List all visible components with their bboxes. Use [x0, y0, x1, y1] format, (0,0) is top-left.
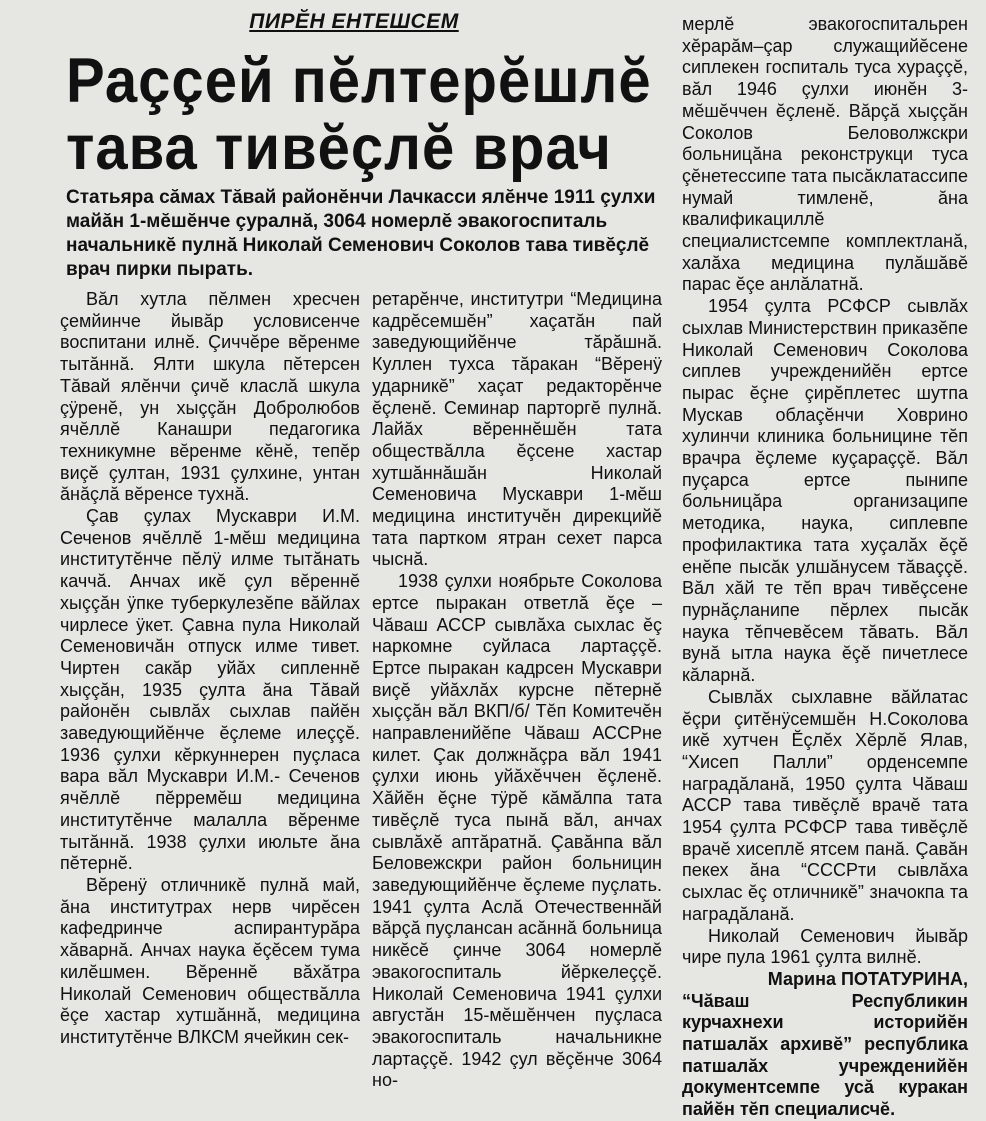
paragraph: 1938 çулхи ноябрьте Соколова ертсе пыракан ответлă ĕçе – Чăваш АССР сывлăха сыхлас ĕç наркомне суйласа лартаççĕ. Ертсе пыракан кадрсен Мускаври виçĕ уйăхлăх курсне пĕтернĕ хыççăн вăл ВКП/б/ Тĕп Комитечĕн направленийĕпе Чăваш АССРне килет. Çак должнăçра вăл 1941 çулхи июнь уйăхĕччен ĕçленĕ. Хăйĕн ĕçне тÿрĕ кăмăлпа тата тивĕçлĕ туса пынă вăл, анчах сывлăхĕ аптăратнă. Çавăнпа вăл Беловежскри район больницин заведующийĕнче ĕçлеме пуçлать. 1941 çулта Аслă Отечественнăй вăрçă пуçлансан асăннă больница никĕсĕ çинче 3064 номерлĕ эвакогоспиталь йĕркелеççĕ. Николай Семеновича 1941 çулхи августăн 15-мĕшĕнчен пуçласа эвакогоспиталь начальникне лартаççĕ. 1942 çул вĕçĕнче 3064 но- — [372, 571, 662, 1091]
rubric-label: ПИРĔН ЕНТЕШСЕМ — [249, 10, 459, 33]
lead-paragraph: Статьяра сăмах Тăвай районĕнчи Лачкасси ялĕнче 1911 çулхи майăн 1-мĕшĕнче çуралнă, 3064 номерлĕ эвакогоспиталь начальникĕ пулнă Николай Семенович Соколов тава тивĕçлĕ врач пирки пырать. — [66, 187, 656, 280]
column-1 — [60, 289, 360, 1049]
headline-line-2: тава тивĕçлĕ врач — [66, 112, 612, 183]
paragraph: 1954 çулта РСФСР сывлăх сыхлав Министерствин приказĕпе Николай Семенович Соколова сиплев учрежденийĕн ертсе пырас ĕçне çирĕплетес шутпа Мускав облаçĕнчи Ховрино хулинчи клиника больницине тĕп врачра ĕçлеме куçараççĕ. Вăл пуçарса ертсе пынипе больницăра организаципе методика, наука, сиплевпе профилактика тата хуçалăх ĕçĕ енĕпе пысăк улшăнусем тăваççĕ. Вăл хăй те тĕп врач тивĕçсене пурнăçланипе пĕрлех пысăк наука тĕпчевĕсем тăвать. Вăл вунă ытла наука ĕçĕ пичетлесе кăларнă. — [682, 296, 968, 686]
paragraph: Вĕренÿ отличникĕ пулнă май, ăна институтрах нерв чирĕсен кафедринче аспирантурăра хăварнă. Анчах наука ĕçĕсем тума килĕшмен. Вĕреннĕ вăхăтра Николай Семенович обществăлла ĕçе хастар хутшăннă, медицина институтĕнче ВЛКСМ ячейкин сек- — [60, 874, 360, 1047]
author-affiliation: “Чăваш Республикин курчахнехи историйĕн патшалăх архивĕ” республика патшалăх учрежденийĕн документсемпе усă куракан пайĕн тĕп специалисчĕ. — [682, 990, 968, 1120]
paragraph: Николай Семенович йывăр чире пула 1961 çулта вилнĕ. — [682, 925, 968, 968]
paragraph: мерлĕ эвакогоспитальрен хĕрарăм–çар служащийĕсене сиплекен госпиталь туса хураççĕ, вăл 1946 çулхи июнĕн 3-мĕшĕччен ĕçленĕ. Вăрçă хыççăн Соколов Беловолжскри больницăна реконструкци туса çĕнетессипе тата пысăклатассипе нумай тимленĕ, ăна квалификациллĕ специалистсемпе комплектланă, халăха медицина пулăшăвĕ парас ĕçе анлăлатнă. — [682, 14, 968, 295]
author-name: Марина ПОТАТУРИНА, — [767, 968, 968, 989]
paragraph: Вăл хутла пĕлмен хресчен çемйинче йывăр условисенче воспитани илнĕ. Çиччĕре вĕренме тытăннă. Ялти шкула пĕтерсен Тăвай ялĕнчи çичĕ класлă шкула çÿренĕ, ун хыççăн Добролюбов ячĕллĕ Канашри педагогика техникумне вĕренме кĕнĕ, тепĕр виçĕ çултан, 1931 çулхине, унтан ăнăçлă вĕренсе тухнă. — [60, 289, 360, 505]
paragraph: ретарĕнче, институтри “Медицина кадрĕсемшĕн” хаçатăн пай заведующийĕнче тăрăшнă. Куллен тухса тăракан “Вĕренÿ ударникĕ” хаçат редакторĕнче ĕçленĕ. Семинар парторгĕ пулнă. Лайăх вĕреннĕшĕн тата обществăлла ĕçсене хастар хутшăннăшăн Николай Семеновича Мускаври 1-мĕш медицина институчĕн дирекцийĕ тата партком ятран сехет парса чыснă. — [372, 289, 662, 570]
paragraph: Сывлăх сыхлавне вăйлатас ĕçри çитĕнÿсемшĕн Н.Соколова икĕ хутчен Ĕçлĕх Хĕрлĕ Ялав, “Хисеп Палли” орденсемпе наградăланă, 1950 çулта Чăваш АССР тава тивĕçлĕ врачĕ тата 1954 çулта РСФСР тава тивĕçлĕ врачĕ хисеплĕ ятсем панă. Çавăн пекех ăна “СССРти сывлăха сыхлас ĕç отличникĕ” значокпа та наградăланă. — [682, 686, 968, 924]
headline-line-1: Раççей пĕлтерĕшлĕ — [66, 45, 652, 117]
paragraph: Çав çулах Мускаври И.М. Сеченов ячĕллĕ 1-мĕш медицина институтĕнче пĕлÿ илме тытăнать каччă. Анчах икĕ çул вĕреннĕ хыççăн ÿпке туберкулезĕпе вăйлах чирлесе ÿкет. Çавна пула Николай Семеновичăн отпуск илме тивет. Чиртен сакăр уйăх сипленнĕ хыççăн, 1935 çулта ăна Тăвай районĕн сывлăх сыхлав пайĕн заведующийĕнче ĕçлеме илеççĕ. 1936 çулхи кĕркуннерен пуçласа вара вăл Мускаври И.М.- Сеченов ячĕллĕ пĕрремĕш медицина институтĕнче малалла вĕренме тытăннă. 1938 çулхи июльте ăна пĕтернĕ. — [60, 506, 360, 874]
column-3 — [682, 14, 968, 1121]
column-2 — [372, 289, 662, 1092]
headline — [66, 45, 686, 183]
